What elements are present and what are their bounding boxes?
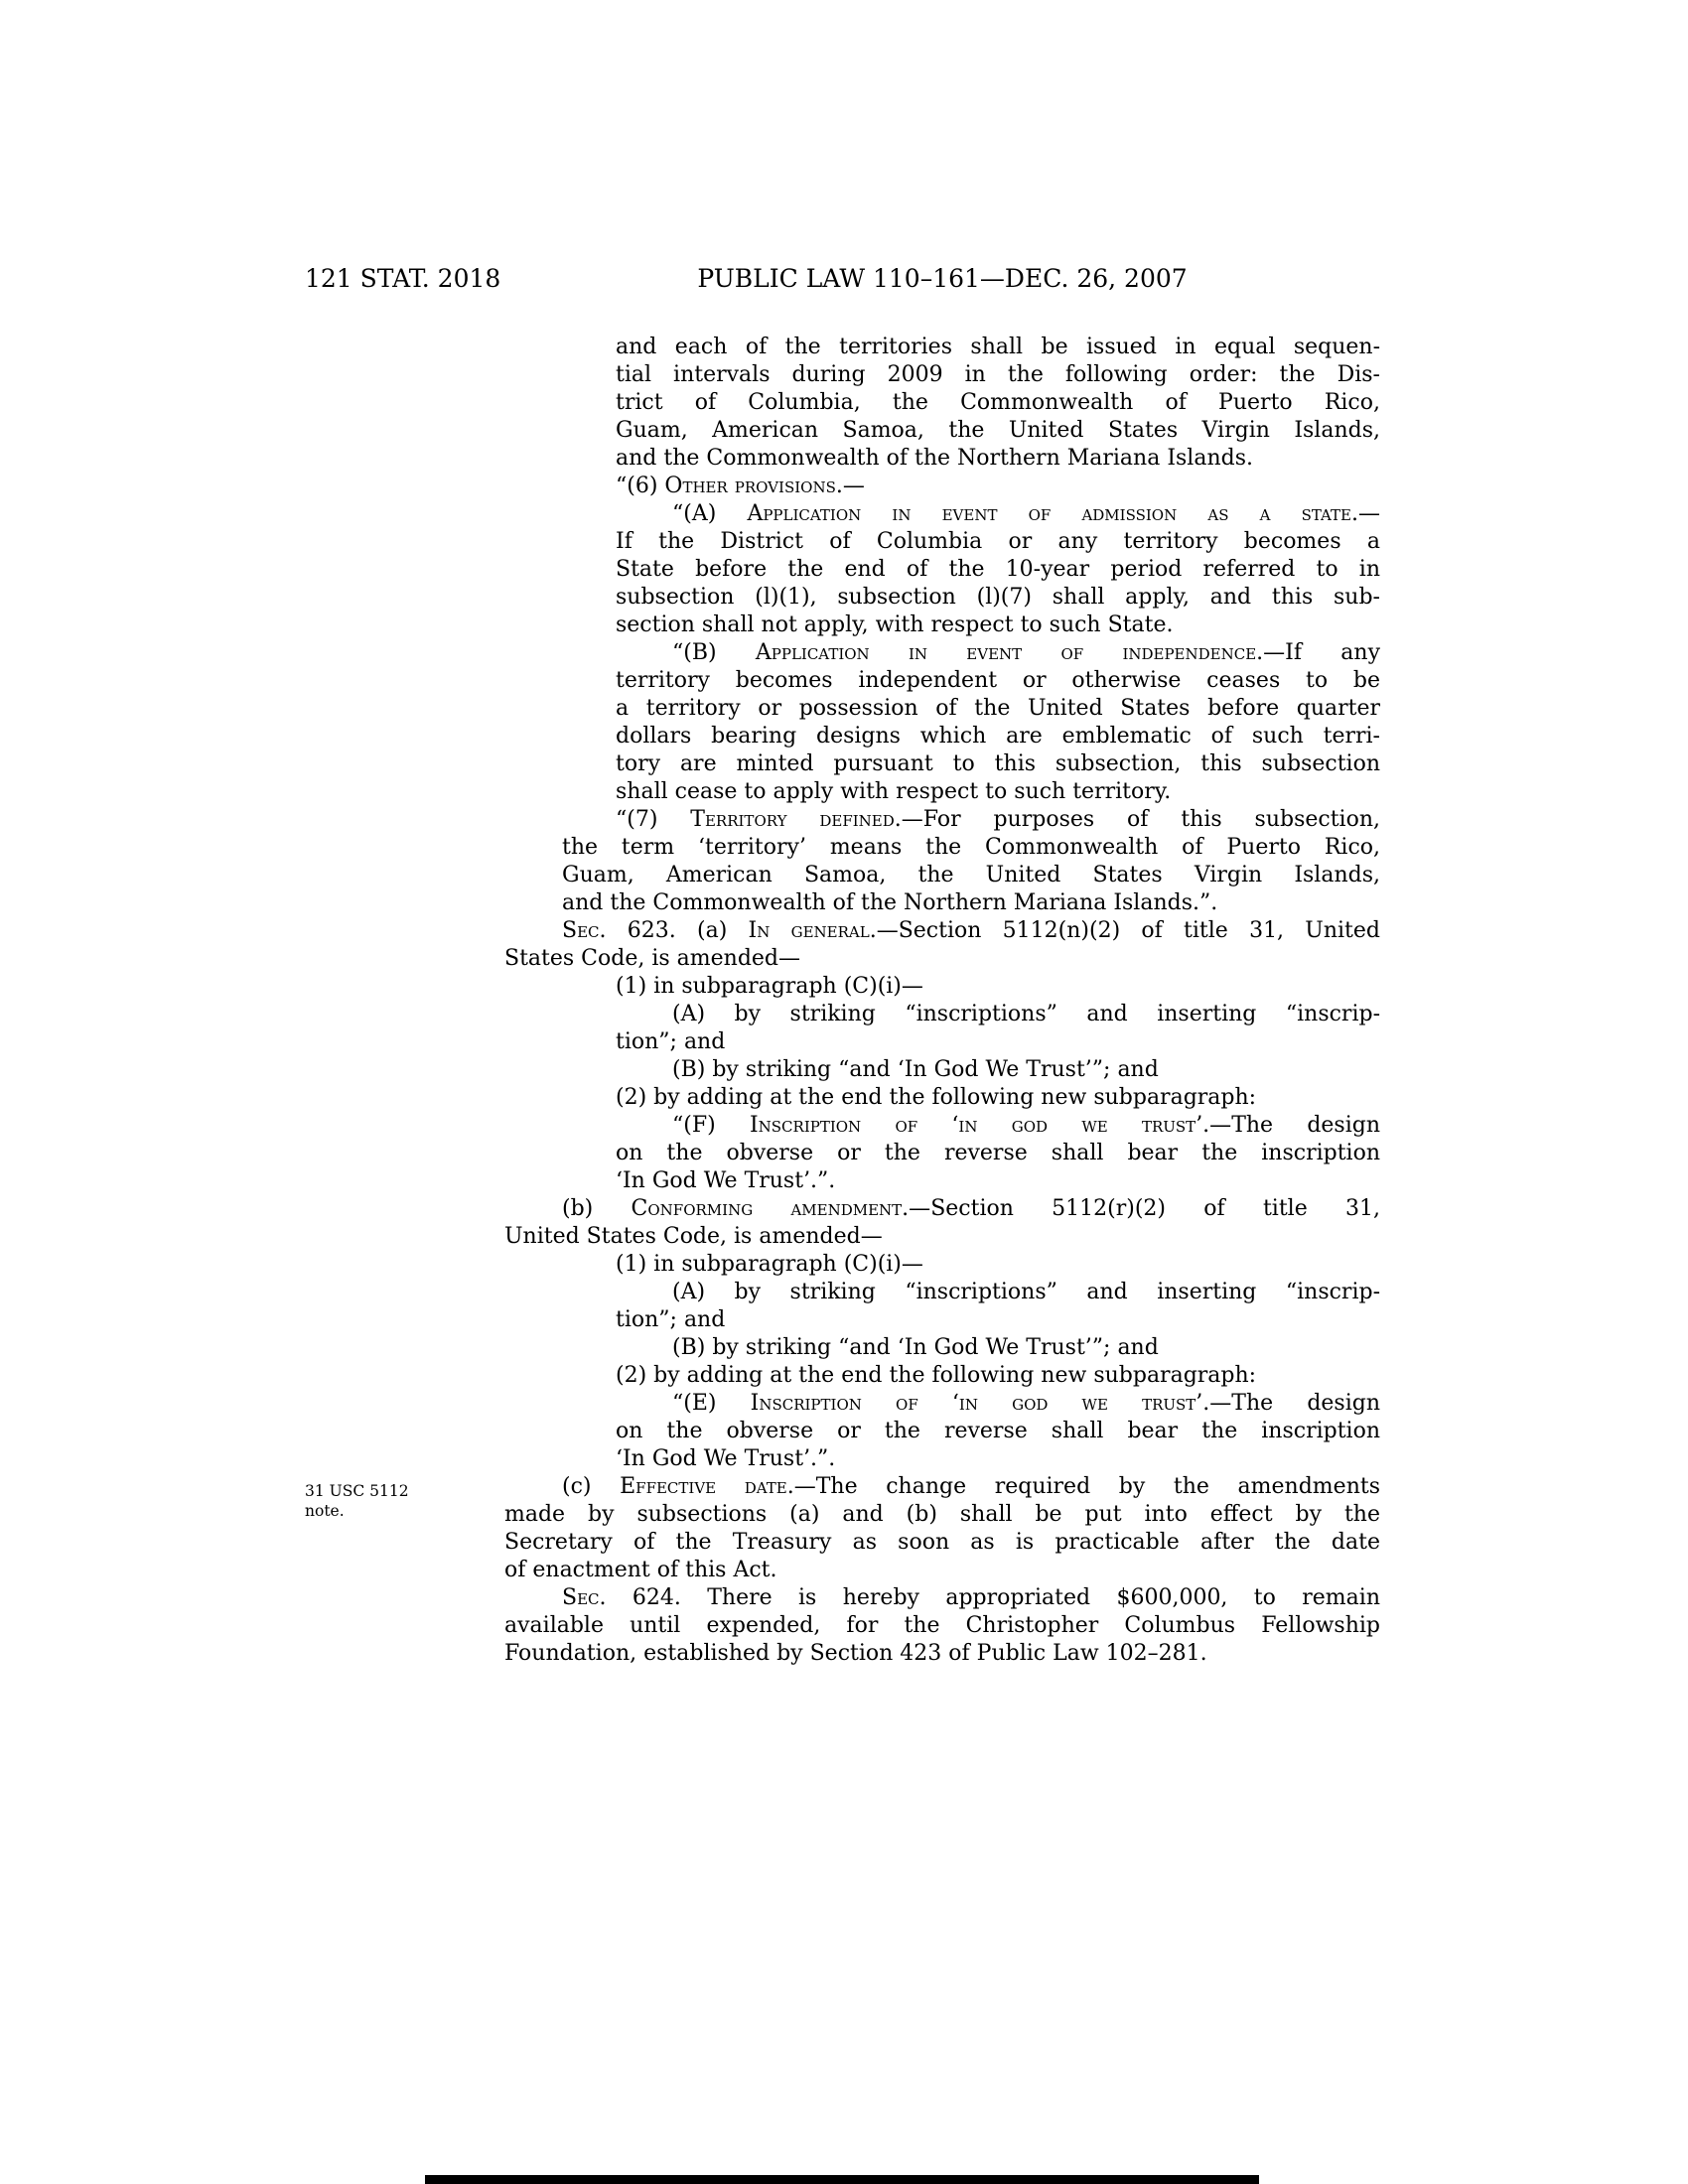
text-line xyxy=(616,556,1380,584)
text-line xyxy=(562,889,1380,917)
text-line xyxy=(616,417,1380,445)
text-line xyxy=(672,500,1380,528)
body-text: Guam, American Samoa, the United States Virgin Islands, xyxy=(562,863,1380,887)
text-line xyxy=(504,945,1380,973)
text-line xyxy=(504,1612,1380,1640)
body-text: States Code, is amended— xyxy=(504,946,801,971)
text-line xyxy=(672,1001,1380,1028)
body-text: subsection (l)(1), subsection (l)(7) shall apply, and this sub- xyxy=(616,585,1380,610)
body-text: (1) in subparagraph (C)(i)— xyxy=(616,1252,923,1277)
body-text: tory are minted pursuant to this subsection, this subsection xyxy=(616,751,1380,776)
body-text: If the District of Columbia or any territory becomes a xyxy=(616,529,1380,554)
body-text: available until expended, for the Christopher Columbus Fellowship xyxy=(504,1613,1380,1638)
body-text: (A) by striking “inscriptions” and inserting “inscrip- xyxy=(672,1280,1380,1304)
body-text: section shall not apply, with respect to such State. xyxy=(616,613,1174,637)
body-text: ‘In God We Trust’.”. xyxy=(616,1446,836,1471)
text-line xyxy=(616,1418,1380,1445)
body-text: The change required by the amendments xyxy=(815,1474,1380,1499)
body-text: dollars bearing designs which are emblematic of such terri- xyxy=(616,724,1380,749)
small-caps-text: Sec. xyxy=(562,918,607,943)
body-text-column xyxy=(504,334,1380,1668)
body-text: (2) by adding at the end the following new subparagraph: xyxy=(616,1085,1257,1110)
text-line xyxy=(672,639,1380,667)
body-text: made by subsections (a) and (b) shall be put into effect by the xyxy=(504,1502,1380,1527)
body-text: Foundation, established by Section 423 of Public Law 102–281. xyxy=(504,1641,1207,1666)
small-caps-text: Sec. xyxy=(562,1585,607,1610)
small-caps-text: Application in event of independence.— xyxy=(755,640,1286,665)
text-line xyxy=(504,1529,1380,1557)
small-caps-text: Conforming amendment.— xyxy=(631,1196,931,1221)
small-caps-text: Application in event of admission as a state.— xyxy=(747,501,1381,526)
text-line xyxy=(562,917,1380,945)
text-line xyxy=(616,1028,1380,1056)
body-text: (A) by striking “inscriptions” and inserting “inscrip- xyxy=(672,1002,1380,1026)
text-line xyxy=(672,1112,1380,1140)
text-line xyxy=(616,973,1380,1001)
small-caps-text: Inscription of ‘in god we trust’.— xyxy=(750,1391,1232,1416)
body-text: of enactment of this Act. xyxy=(504,1558,777,1582)
body-text: (b) xyxy=(562,1196,632,1221)
text-line xyxy=(616,778,1380,806)
text-line xyxy=(616,1251,1380,1279)
body-text: tial intervals during 2009 in the following order: the Dis- xyxy=(616,362,1380,387)
body-text: shall cease to apply with respect to such territory. xyxy=(616,779,1172,804)
text-line xyxy=(616,1140,1380,1167)
body-text: on the obverse or the reverse shall bear the inscription xyxy=(616,1141,1380,1165)
body-text: (B) by striking “and ‘In God We Trust’”; and xyxy=(672,1057,1159,1082)
body-text: Secretary of the Treasury as soon as is practicable after the date xyxy=(504,1530,1380,1555)
text-line xyxy=(504,1501,1380,1529)
text-line xyxy=(562,834,1380,862)
body-text: Guam, American Samoa, the United States Virgin Islands, xyxy=(616,418,1380,443)
body-text: and each of the territories shall be issued in equal sequen- xyxy=(616,335,1380,359)
text-line xyxy=(616,667,1380,695)
text-line xyxy=(616,806,1380,834)
text-line xyxy=(616,695,1380,723)
body-text: “(F) xyxy=(672,1113,750,1138)
margin-note xyxy=(305,1481,484,1521)
body-text: (2) by adding at the end the following new subparagraph: xyxy=(616,1363,1257,1388)
text-line xyxy=(562,1195,1380,1223)
text-line xyxy=(562,1584,1380,1612)
body-text: (c) xyxy=(562,1474,621,1499)
text-line xyxy=(616,334,1380,361)
text-line xyxy=(616,1306,1380,1334)
body-text: territory becomes independent or otherwise ceases to be xyxy=(616,668,1380,693)
body-text: “(6) xyxy=(616,474,665,498)
text-line xyxy=(616,445,1380,473)
text-line xyxy=(616,361,1380,389)
body-text: and the Commonwealth of the Northern Mariana Islands. xyxy=(616,446,1253,471)
body-text: The design xyxy=(1231,1113,1381,1138)
body-text: a territory or possession of the United States before quarter xyxy=(616,696,1380,721)
small-caps-text: Inscription of ‘in god we trust’.— xyxy=(749,1113,1232,1138)
body-text: and the Commonwealth of the Northern Mariana Islands.”. xyxy=(562,890,1218,915)
text-line xyxy=(616,389,1380,417)
body-text: If any xyxy=(1285,640,1381,665)
body-text: 624. There is hereby appropriated $600,000, to remain xyxy=(606,1585,1380,1610)
text-line xyxy=(562,862,1380,889)
text-line xyxy=(672,1279,1380,1306)
small-caps-text: Territory defined.— xyxy=(690,807,923,832)
text-line xyxy=(562,1473,1380,1501)
text-line xyxy=(672,1056,1380,1084)
body-text: Section 5112(n)(2) of title 31, United xyxy=(898,918,1380,943)
stat-page-number: 121 STAT. 2018 xyxy=(305,264,501,293)
body-text: “(E) xyxy=(672,1391,751,1416)
small-caps-text: In general.— xyxy=(748,918,899,943)
public-law-title: PUBLIC LAW 110–161—DEC. 26, 2007 xyxy=(697,264,1188,293)
margin-note-citation: 31 USC 5112 xyxy=(305,1482,409,1500)
text-line xyxy=(504,1557,1380,1584)
scan-artifact-bar xyxy=(425,2175,1259,2184)
body-text: on the obverse or the reverse shall bear the inscription xyxy=(616,1419,1380,1443)
body-text: 623. (a) xyxy=(606,918,749,943)
body-text: ‘In God We Trust’.”. xyxy=(616,1168,836,1193)
text-line xyxy=(616,1084,1380,1112)
text-line xyxy=(616,751,1380,778)
body-text: (1) in subparagraph (C)(i)— xyxy=(616,974,923,999)
body-text: tion”; and xyxy=(616,1029,726,1054)
body-text: Section 5112(r)(2) of title 31, xyxy=(930,1196,1380,1221)
body-text: trict of Columbia, the Commonwealth of Puerto Rico, xyxy=(616,390,1380,415)
running-head xyxy=(0,262,1688,296)
body-text: (B) by striking “and ‘In God We Trust’”; and xyxy=(672,1335,1159,1360)
text-line xyxy=(616,723,1380,751)
body-text: the term ‘territory’ means the Commonwealth of Puerto Rico, xyxy=(562,835,1380,860)
text-line xyxy=(616,1445,1380,1473)
margin-note-note: note. xyxy=(305,1502,345,1520)
text-line xyxy=(616,1362,1380,1390)
body-text: “(7) xyxy=(616,807,691,832)
body-text: “(A) xyxy=(672,501,748,526)
text-line xyxy=(504,1223,1380,1251)
text-line xyxy=(504,1640,1380,1668)
body-text: For purposes of this subsection, xyxy=(922,807,1380,832)
text-line xyxy=(672,1334,1380,1362)
body-text: United States Code, is amended— xyxy=(504,1224,883,1249)
text-line xyxy=(672,1390,1380,1418)
text-line xyxy=(616,473,1380,500)
text-line xyxy=(616,528,1380,556)
text-line xyxy=(616,584,1380,612)
body-text: The design xyxy=(1231,1391,1380,1416)
body-text: tion”; and xyxy=(616,1307,726,1332)
small-caps-text: Effective date.— xyxy=(620,1474,816,1499)
body-text: State before the end of the 10-year period referred to in xyxy=(616,557,1380,582)
body-text: “(B) xyxy=(672,640,756,665)
text-line xyxy=(616,612,1380,639)
small-caps-text: Other provisions.— xyxy=(664,474,865,498)
text-line xyxy=(616,1167,1380,1195)
